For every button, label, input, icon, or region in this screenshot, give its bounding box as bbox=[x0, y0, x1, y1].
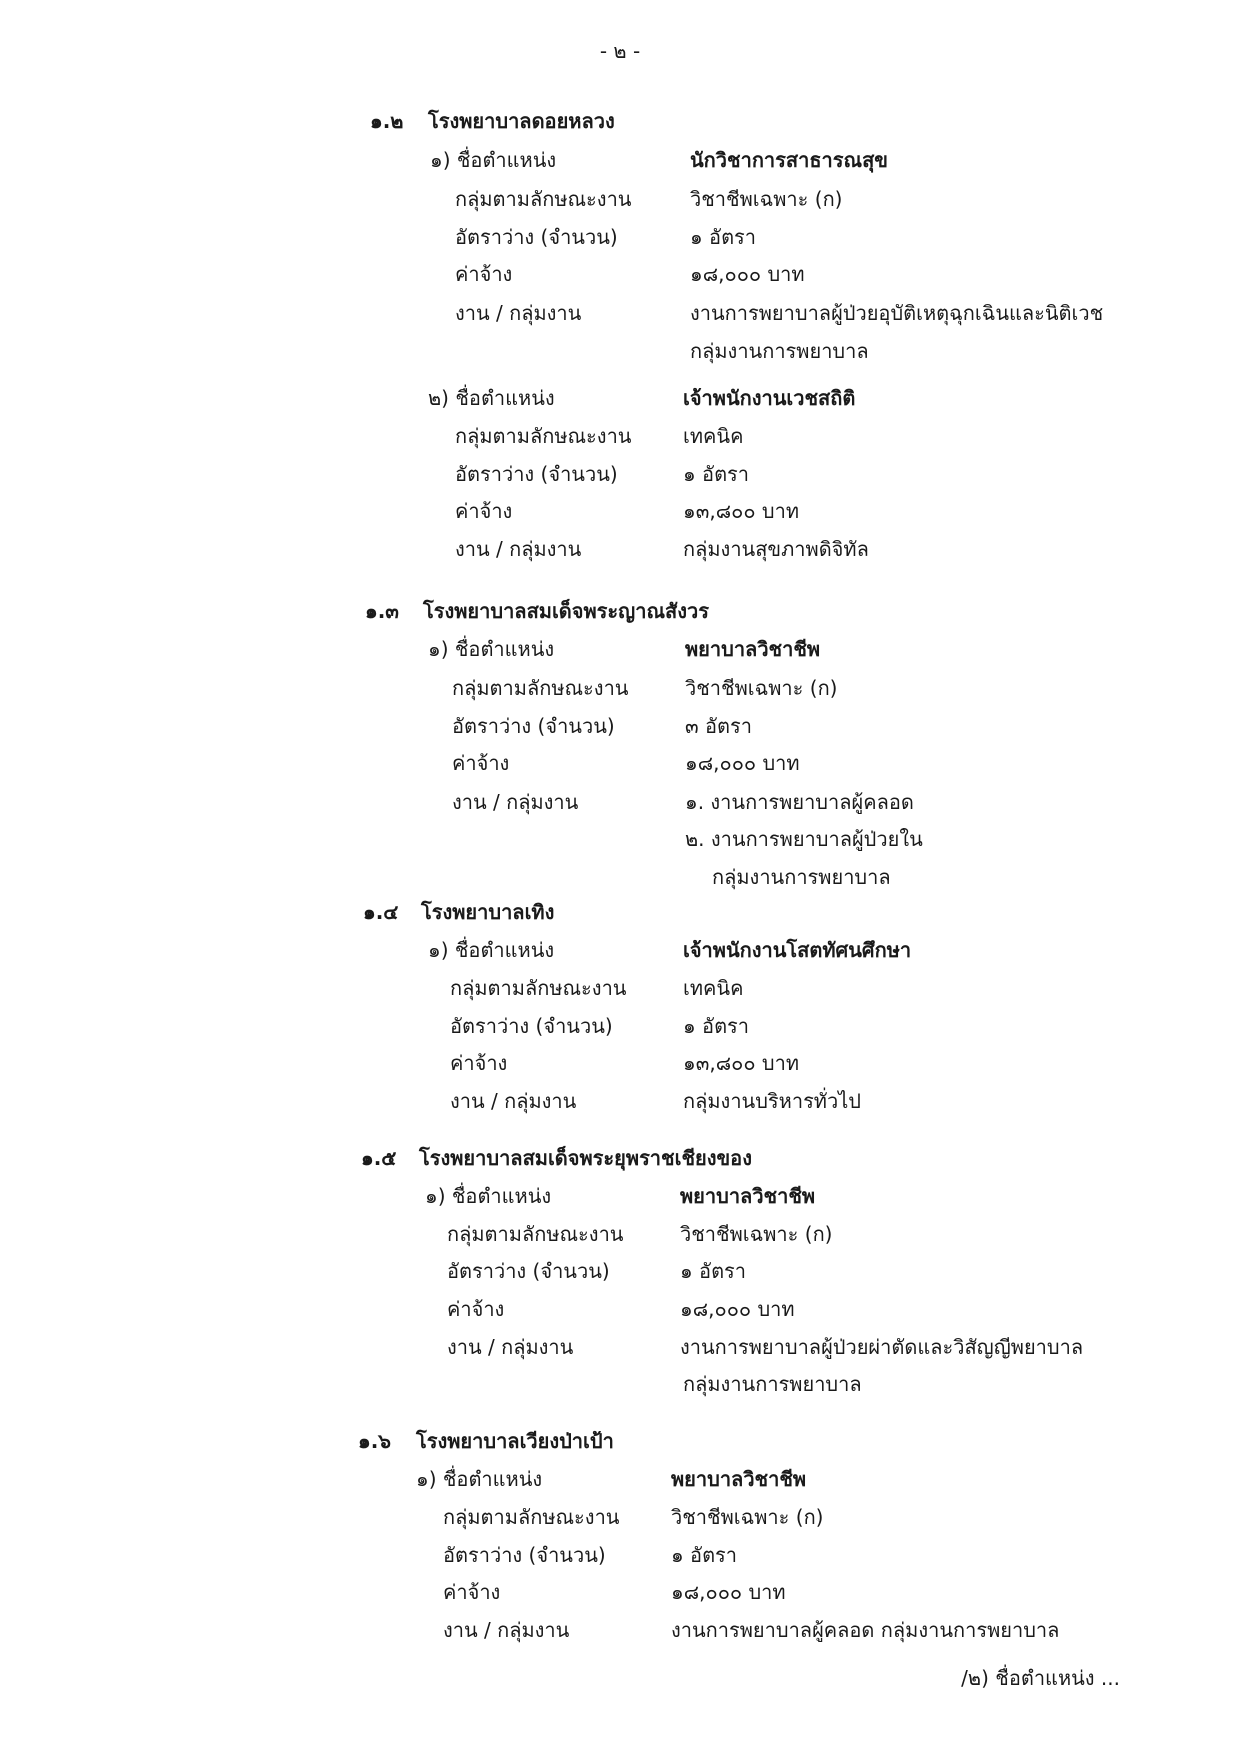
vacancy-value: ๑ อัตรา bbox=[683, 1014, 750, 1038]
position-label-row bbox=[428, 935, 554, 965]
work-unit-label: งาน / กลุ่มงาน bbox=[455, 301, 582, 325]
position-index: ๑) bbox=[430, 148, 451, 172]
work-unit-value: กลุ่มงานการพยาบาล bbox=[712, 865, 891, 889]
vacancy-label: อัตราว่าง (จำนวน) bbox=[455, 462, 618, 486]
position-label: ชื่อตำแหน่ง bbox=[442, 1467, 543, 1491]
position-value: พยาบาลวิชาชีพ bbox=[680, 1184, 816, 1208]
position-label-row bbox=[425, 1181, 551, 1211]
wage-label: ค่าจ้าง bbox=[443, 1580, 501, 1604]
wage-label: ค่าจ้าง bbox=[447, 1297, 505, 1321]
vacancy-value: ๑ อัตรา bbox=[671, 1543, 738, 1567]
work-unit-value: ๒. งานการพยาบาลผู้ป่วยใน bbox=[685, 827, 923, 851]
position-value: เจ้าพนักงานโสตทัศนศึกษา bbox=[683, 938, 912, 962]
work-unit-value: กลุ่มงานบริหารทั่วไป bbox=[683, 1089, 861, 1113]
position-value: พยาบาลวิชาชีพ bbox=[671, 1467, 807, 1491]
vacancy-label: อัตราว่าง (จำนวน) bbox=[452, 714, 615, 738]
position-index: ๑) bbox=[425, 1184, 446, 1208]
group-label: กลุ่มตามลักษณะงาน bbox=[452, 676, 629, 700]
work-unit-label: งาน / กลุ่มงาน bbox=[450, 1089, 577, 1113]
wage-label: ค่าจ้าง bbox=[455, 499, 513, 523]
position-index: ๑) bbox=[428, 938, 449, 962]
wage-value: ๑๓,๘๐๐ บาท bbox=[683, 1051, 800, 1075]
work-unit-value: งานการพยาบาลผู้คลอด กลุ่มงานการพยาบาล bbox=[671, 1618, 1060, 1642]
vacancy-value: ๑ อัตรา bbox=[690, 225, 757, 249]
wage-label: ค่าจ้าง bbox=[455, 262, 513, 286]
position-value: พยาบาลวิชาชีพ bbox=[685, 637, 821, 661]
position-label-row bbox=[428, 634, 554, 664]
hospital-name: โรงพยาบาลเทิง bbox=[421, 900, 555, 924]
group-label: กลุ่มตามลักษณะงาน bbox=[443, 1505, 620, 1529]
group-label: กลุ่มตามลักษณะงาน bbox=[450, 976, 627, 1000]
group-value: เทคนิค bbox=[683, 976, 744, 1000]
vacancy-value: ๑ อัตรา bbox=[680, 1259, 747, 1283]
section-1-4-title bbox=[363, 897, 554, 927]
group-value: วิชาชีพเฉพาะ (ก) bbox=[685, 676, 838, 700]
position-label: ชื่อตำแหน่ง bbox=[454, 637, 555, 661]
continuation-note: /๒) ชื่อตำแหน่ง ... bbox=[961, 1666, 1120, 1690]
wage-value: ๑๘,๐๐๐ บาท bbox=[690, 262, 805, 286]
hospital-name: โรงพยาบาลสมเด็จพระยุพราชเชียงของ bbox=[419, 1146, 752, 1170]
position-index: ๑) bbox=[428, 637, 449, 661]
work-unit-value: ๑. งานการพยาบาลผู้คลอด bbox=[685, 790, 914, 814]
work-unit-label: งาน / กลุ่มงาน bbox=[443, 1618, 570, 1642]
work-unit-value: งานการพยาบาลผู้ป่วยอุบัติเหตุฉุกเฉินและนิติเวช bbox=[690, 301, 1104, 325]
wage-value: ๑๘,๐๐๐ บาท bbox=[680, 1297, 795, 1321]
group-value: วิชาชีพเฉพาะ (ก) bbox=[680, 1222, 833, 1246]
vacancy-label: อัตราว่าง (จำนวน) bbox=[443, 1543, 606, 1567]
position-value: เจ้าพนักงานเวชสถิติ bbox=[683, 386, 856, 410]
work-unit-value: กลุ่มงานการพยาบาล bbox=[683, 1372, 862, 1396]
hospital-name: โรงพยาบาลสมเด็จพระญาณสังวร bbox=[423, 599, 709, 623]
hospital-name: โรงพยาบาลเวียงป่าเป้า bbox=[416, 1429, 614, 1453]
work-unit-value: งานการพยาบาลผู้ป่วยผ่าตัดและวิสัญญีพยาบาล bbox=[680, 1335, 1084, 1359]
wage-label: ค่าจ้าง bbox=[450, 1051, 508, 1075]
section-1-5-title bbox=[361, 1143, 752, 1173]
position-index: ๑) bbox=[416, 1467, 437, 1491]
wage-label: ค่าจ้าง bbox=[452, 751, 510, 775]
work-unit-label: งาน / กลุ่มงาน bbox=[452, 790, 579, 814]
work-unit-label: งาน / กลุ่มงาน bbox=[447, 1335, 574, 1359]
group-label: กลุ่มตามลักษณะงาน bbox=[455, 187, 632, 211]
section-number: ๑.๓ bbox=[365, 599, 399, 623]
work-unit-value: กลุ่มงานสุขภาพดิจิทัล bbox=[683, 537, 869, 561]
group-label: กลุ่มตามลักษณะงาน bbox=[447, 1222, 624, 1246]
section-number: ๑.๖ bbox=[358, 1429, 391, 1453]
position-label-row bbox=[428, 383, 555, 413]
vacancy-label: อัตราว่าง (จำนวน) bbox=[447, 1259, 610, 1283]
group-value: เทคนิค bbox=[683, 424, 744, 448]
vacancy-value: ๓ อัตรา bbox=[685, 714, 753, 738]
section-number: ๑.๔ bbox=[363, 900, 399, 924]
position-label-row bbox=[430, 145, 556, 175]
vacancy-value: ๑ อัตรา bbox=[683, 462, 750, 486]
position-label: ชื่อตำแหน่ง bbox=[456, 148, 557, 172]
hospital-name: โรงพยาบาลดอยหลวง bbox=[428, 109, 615, 133]
vacancy-label: อัตราว่าง (จำนวน) bbox=[455, 225, 618, 249]
position-value: นักวิชาการสาธารณสุข bbox=[690, 148, 888, 172]
work-unit-label: งาน / กลุ่มงาน bbox=[455, 537, 582, 561]
section-1-2-title bbox=[370, 106, 615, 136]
group-value: วิชาชีพเฉพาะ (ก) bbox=[671, 1505, 824, 1529]
position-label: ชื่อตำแหน่ง bbox=[451, 1184, 552, 1208]
wage-value: ๑๓,๘๐๐ บาท bbox=[683, 499, 800, 523]
wage-value: ๑๘,๐๐๐ บาท bbox=[671, 1580, 786, 1604]
section-number: ๑.๕ bbox=[361, 1146, 397, 1170]
wage-value: ๑๘,๐๐๐ บาท bbox=[685, 751, 800, 775]
position-index: ๒) bbox=[428, 386, 449, 410]
position-label-row bbox=[416, 1464, 542, 1494]
section-1-3-title bbox=[365, 596, 709, 626]
group-label: กลุ่มตามลักษณะงาน bbox=[455, 424, 632, 448]
section-number: ๑.๒ bbox=[370, 109, 404, 133]
position-label: ชื่อตำแหน่ง bbox=[455, 386, 555, 410]
page-number: - ๒ - bbox=[599, 39, 641, 63]
section-1-6-title bbox=[358, 1426, 614, 1456]
position-label: ชื่อตำแหน่ง bbox=[454, 938, 555, 962]
work-unit-value: กลุ่มงานการพยาบาล bbox=[690, 339, 869, 363]
group-value: วิชาชีพเฉพาะ (ก) bbox=[690, 187, 843, 211]
vacancy-label: อัตราว่าง (จำนวน) bbox=[450, 1014, 613, 1038]
